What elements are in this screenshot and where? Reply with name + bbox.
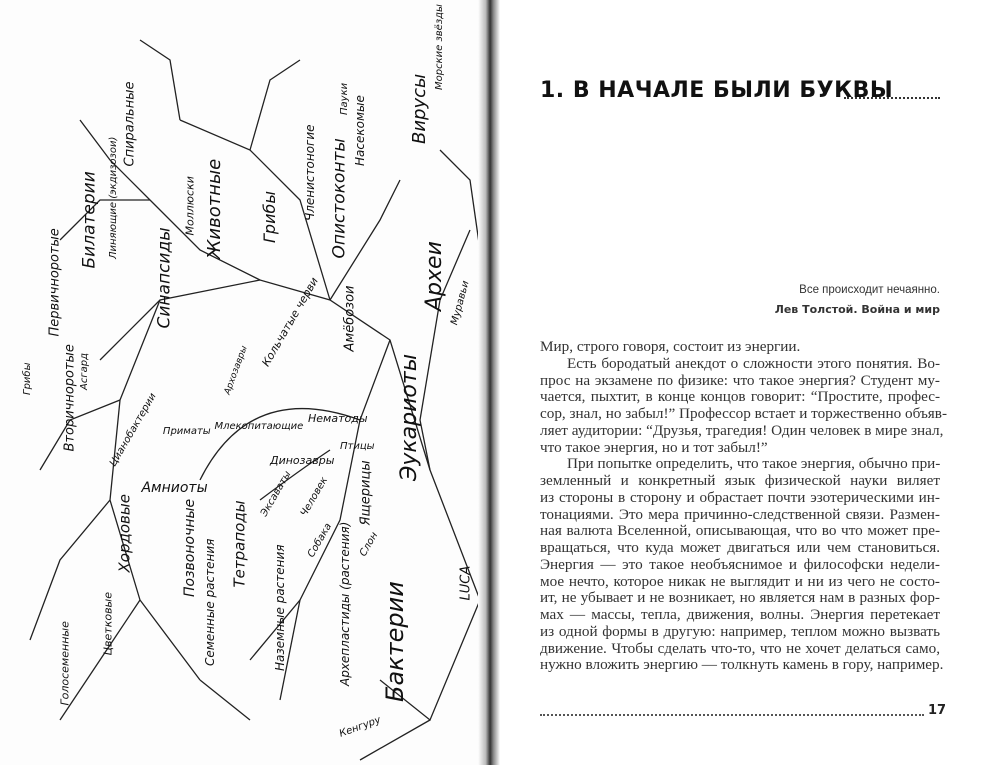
diagram-label: Бактерии — [381, 581, 409, 702]
title-leader-dots — [844, 97, 940, 99]
body-line: ляет аудитории: “Друзья, трагедия! Один человек в мире знал, — [540, 421, 944, 439]
body-line: из одной формы в другую: например, теплом можно вызвать — [540, 622, 940, 640]
right-page — [500, 0, 1000, 765]
body-line: Есть бородатый анекдот о сложности этого понятия. Во- — [567, 354, 940, 372]
body-line: ит, не убывает и не возникает, но является нам в разных фор- — [540, 589, 940, 607]
diagram-label: Кольчатые черви — [259, 275, 321, 369]
diagram-label: Членистоногие — [303, 124, 317, 221]
diagram-label: Слон — [357, 530, 381, 559]
diagram-label: Животные — [204, 158, 225, 259]
diagram-label: Пауки — [339, 82, 350, 115]
diagram-label: Птицы — [340, 441, 375, 452]
diagram-label: Тетраподы — [230, 500, 249, 588]
body-line: При попытке определить, что такое энергия, обычно при- — [567, 455, 941, 473]
footer-leader-dots — [540, 714, 924, 716]
body-line: прос на экзамене по физике: что такое энергия? Студент му- — [540, 371, 940, 389]
epigraph-source: Лев Толстой. Война и мир — [774, 303, 940, 316]
diagram-label: Семенные растения — [203, 538, 217, 666]
diagram-label: Грибы — [260, 191, 279, 243]
diagram-label: Динозавры — [270, 454, 335, 467]
left-page-tree-of-life — [0, 0, 486, 765]
diagram-label: Вирусы — [409, 73, 430, 144]
body-line: мое нечто, которое никак не выглядит и ни из чего не состо- — [540, 572, 940, 590]
diagram-label: Архозавры — [222, 344, 250, 397]
diagram-label: Эксаваты — [258, 468, 294, 519]
diagram-label: Хордовые — [115, 494, 134, 573]
body-line: сор, знал, но забыл!” Профессор встает и торжественно объяв- — [540, 405, 948, 422]
book-gutter — [478, 0, 500, 765]
diagram-label: Позвоночные — [182, 498, 198, 597]
diagram-label: Опистоконты — [329, 138, 350, 259]
diagram-label: Амниоты — [141, 480, 208, 497]
body-line: нужно вложить энергию — толкнуть камень в гору, например. — [540, 656, 944, 674]
body-line: Энергия — это такое необъяснимое и философски недели- — [540, 555, 940, 573]
body-line: тонациями. Это мера причинно-следственной связи. Размен- — [540, 505, 940, 523]
diagram-label: Асгард — [79, 353, 90, 390]
body-line: мах — массы, тепла, движения, волны. Энергия перетекает — [540, 606, 940, 623]
diagram-label: Приматы — [162, 426, 211, 438]
diagram-label: Кенгуру — [337, 714, 383, 740]
diagram-label: Нематоды — [308, 412, 368, 425]
diagram-label: Насекомые — [353, 95, 367, 166]
page-number: 17 — [928, 703, 947, 718]
diagram-label: Грибы — [22, 362, 33, 395]
diagram-label: LUCA — [458, 565, 474, 601]
body-line: из стороны в сторону и обрастает почти эзотерическими ин- — [540, 488, 940, 506]
diagram-label: Человек — [298, 474, 331, 519]
diagram-label: Собака — [306, 521, 335, 560]
diagram-label: Первичноротые — [47, 228, 63, 337]
diagram-label: Синапсиды — [154, 227, 175, 329]
diagram-label: Амёбозои — [342, 285, 358, 352]
diagram-label: Эукариоты — [397, 353, 422, 481]
diagram-label: Голосеменные — [58, 621, 72, 706]
diagram-label: Археи — [422, 241, 447, 311]
diagram-labels — [0, 0, 486, 765]
diagram-label: Билатерии — [79, 171, 100, 269]
diagram-label: Моллюски — [183, 176, 197, 236]
diagram-label: Цианобактерии — [108, 391, 160, 469]
diagram-label: Морские звёзды — [434, 4, 445, 90]
diagram-label: Линяющие (экдизозои) — [108, 136, 120, 259]
body-line: вращаться, что куда может двигаться или чем становиться. — [540, 539, 940, 556]
body-line: Мир, строго говоря, состоит из энергии. — [540, 338, 801, 355]
diagram-label: Цветковые — [101, 591, 115, 656]
diagram-label: Архепластиды (растения) — [338, 521, 352, 686]
diagram-label: Муравьи — [449, 279, 472, 327]
diagram-label: Вторичноротые — [62, 344, 78, 452]
diagram-label: Млекопитающие — [214, 420, 304, 432]
body-line: земленный и конкретный язык физической науки виляет — [540, 472, 940, 489]
body-text — [540, 338, 948, 674]
body-line: движение. Чтобы сделать что-то, что не хочет делаться само, — [540, 639, 940, 657]
body-line: ная валюта Вселенной, описывающая, что во что может пре- — [540, 522, 940, 540]
body-line: что такое энергия, но и тот забыл!” — [540, 438, 768, 456]
chapter-title: 1. В НАЧАЛЕ БЫЛИ БУКВЫ — [540, 78, 894, 103]
diagram-label: Ящерицы — [358, 460, 374, 526]
diagram-label: Наземные растения — [273, 544, 287, 671]
body-line: чается, пыхтит, в конце концов говорит: “Простите, профес- — [540, 388, 940, 406]
diagram-label: Спиральные — [122, 81, 138, 167]
epigraph: Все происходит нечаянно. — [799, 284, 940, 296]
